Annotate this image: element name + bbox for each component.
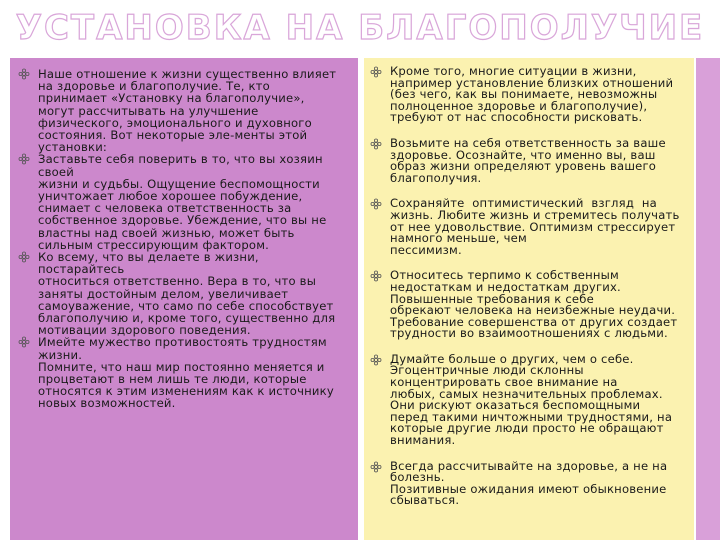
flower-bullet-icon: [370, 270, 382, 282]
list-item-line: постарайтесь: [38, 262, 125, 277]
list-item: [16, 336, 348, 409]
list-item-line: образ жизни определяют уровень вашего: [390, 159, 657, 174]
list-item-line: сильным стрессирующим фактором.: [38, 237, 270, 252]
list-item-line: Помните, что наш мир постоянно меняется и: [38, 359, 325, 374]
list-item-line: Они рискуют оказаться беспомощными: [390, 398, 641, 413]
list-item-line: благополучия.: [390, 170, 482, 185]
list-item-line: концентрировать свое внимание на: [390, 375, 618, 390]
list-item-line: намного меньше, чем: [390, 231, 527, 246]
flower-bullet-icon: [18, 153, 30, 165]
list-item-line: Думайте больше о других, чем о себе.: [390, 351, 634, 366]
list-item-line: Относитесь терпимо к собственным: [390, 268, 619, 283]
list-item-line: мотивации здорового поведения.: [38, 323, 251, 338]
list-item: [368, 66, 688, 124]
list-item-line: Возьмите на себя ответственность за ваше: [390, 135, 666, 150]
list-item-line: самоуважение, что само по себе способствует: [38, 298, 334, 313]
list-item-line: Заставьте себя поверить в то, что вы хозяин: [38, 152, 323, 167]
right-content-panel: [364, 58, 694, 540]
list-item: [16, 153, 348, 251]
list-item-line: Сохраняйте оптимистический взгляд на: [390, 196, 657, 211]
list-item-line: Эгоцентричные люди склонны: [390, 363, 584, 378]
list-item-line: Наше отношение к жизни существенно влияет: [38, 67, 337, 81]
list-item-line: Имейте мужество противостоять трудностям: [38, 335, 327, 350]
list-item-line: собственное здоровье. Убеждение, что вы не: [38, 213, 327, 228]
flower-bullet-icon: [370, 354, 382, 366]
list-item-line: требуют от нас способности рисковать.: [390, 110, 643, 125]
list-item: [368, 270, 688, 340]
list-item-line: здоровье. Осознайте, что именно вы, ваш: [390, 147, 656, 162]
list-item-line: новых возможностей.: [38, 396, 176, 411]
list-item-line: жизни и судьбы. Ощущение беспомощности: [38, 176, 320, 191]
list-item-line: Всегда рассчитывайте на здоровье, а не на: [390, 458, 668, 473]
list-item: [368, 198, 688, 256]
list-item-line: уничтожает любое хорошее побуждение,: [38, 189, 303, 204]
list-item: [368, 351, 688, 448]
page-title: УСТАНОВКА НА БЛАГОПОЛУЧИЕ: [15, 8, 705, 48]
list-item-line: процветают в нем лишь те люди, которые: [38, 372, 307, 387]
list-item-line: которые другие люди просто не обращают: [390, 421, 664, 436]
list-item-line: трудности во взаимоотношениях с людьми.: [390, 326, 668, 341]
left-bullet-list: [16, 68, 348, 410]
flower-bullet-icon: [18, 251, 30, 263]
list-item-line: на здоровье и благополучие. Те, кто: [38, 79, 270, 94]
list-item: [368, 458, 688, 508]
flower-bullet-icon: [370, 66, 382, 78]
left-content-panel: [10, 58, 358, 540]
list-item-line: недостаткам и недостаткам других.: [390, 279, 621, 294]
list-item-line: внимания.: [390, 433, 456, 448]
list-item-line: любых, самых незначительных проблемах.: [390, 386, 663, 401]
list-item-line: Кроме того, многие ситуации в жизни,: [390, 64, 637, 78]
list-item-line: относиться ответственно. Вера в то, что вы: [38, 274, 317, 289]
list-item-line: Требование совершенства от других создает: [390, 314, 678, 329]
list-item: [16, 251, 348, 336]
list-item-line: сбываться.: [390, 493, 460, 508]
list-item-line: заняты достойным делом, увеличивает: [38, 286, 289, 301]
list-item-line: полноценное здоровье и благополучие),: [390, 98, 648, 113]
decorative-side-stripe: [696, 58, 720, 540]
list-item-line: принимает «Установку на благополучие»,: [38, 91, 305, 106]
flower-bullet-icon: [18, 336, 30, 348]
list-item-line: обрекают человека на неизбежные неудачи.: [390, 303, 676, 318]
list-item-line: жизни.: [38, 347, 83, 362]
right-bullet-list: [368, 66, 688, 507]
list-item-line: установки:: [38, 140, 108, 155]
list-item-line: (без чего, как вы понимаете, невозможны: [390, 87, 658, 102]
list-item-line: Повышенные требования к себе: [390, 291, 594, 306]
list-item-line: снимает с человека ответственность за: [38, 201, 292, 216]
list-item-line: Ко всему, что вы делаете в жизни,: [38, 250, 259, 265]
list-item-line: благополучию и, кроме того, существенно для: [38, 311, 336, 326]
list-item-line: например установление близких отношений: [390, 75, 674, 90]
list-item-line: физического, эмоционального и духовного: [38, 115, 312, 130]
flower-bullet-icon: [370, 198, 382, 210]
list-item-line: могут рассчитывать на улучшение: [38, 103, 259, 118]
list-item-line: от нее удовольствие. Оптимизм стрессирует: [390, 219, 676, 234]
list-item-line: состояния. Вот некоторые эле-менты этой: [38, 128, 308, 143]
flower-bullet-icon: [370, 138, 382, 150]
list-item: [368, 135, 688, 185]
list-item-line: болезнь.: [390, 470, 445, 485]
list-item-line: властны над своей жизнью, может быть: [38, 225, 295, 240]
flower-bullet-icon: [370, 461, 382, 473]
list-item-line: относятся к этим изменениям как к источнику: [38, 384, 334, 399]
list-item-line: перед такими ничтожными трудностями, на: [390, 409, 673, 424]
list-item: [16, 68, 348, 153]
list-item-line: пессимизм.: [390, 242, 462, 257]
list-item-line: своей: [38, 164, 74, 179]
list-item-line: жизнь. Любите жизнь и стремитесь получать: [390, 207, 680, 222]
list-item-line: Позитивные ожидания имеют обыкновение: [390, 481, 667, 496]
flower-bullet-icon: [18, 68, 30, 80]
